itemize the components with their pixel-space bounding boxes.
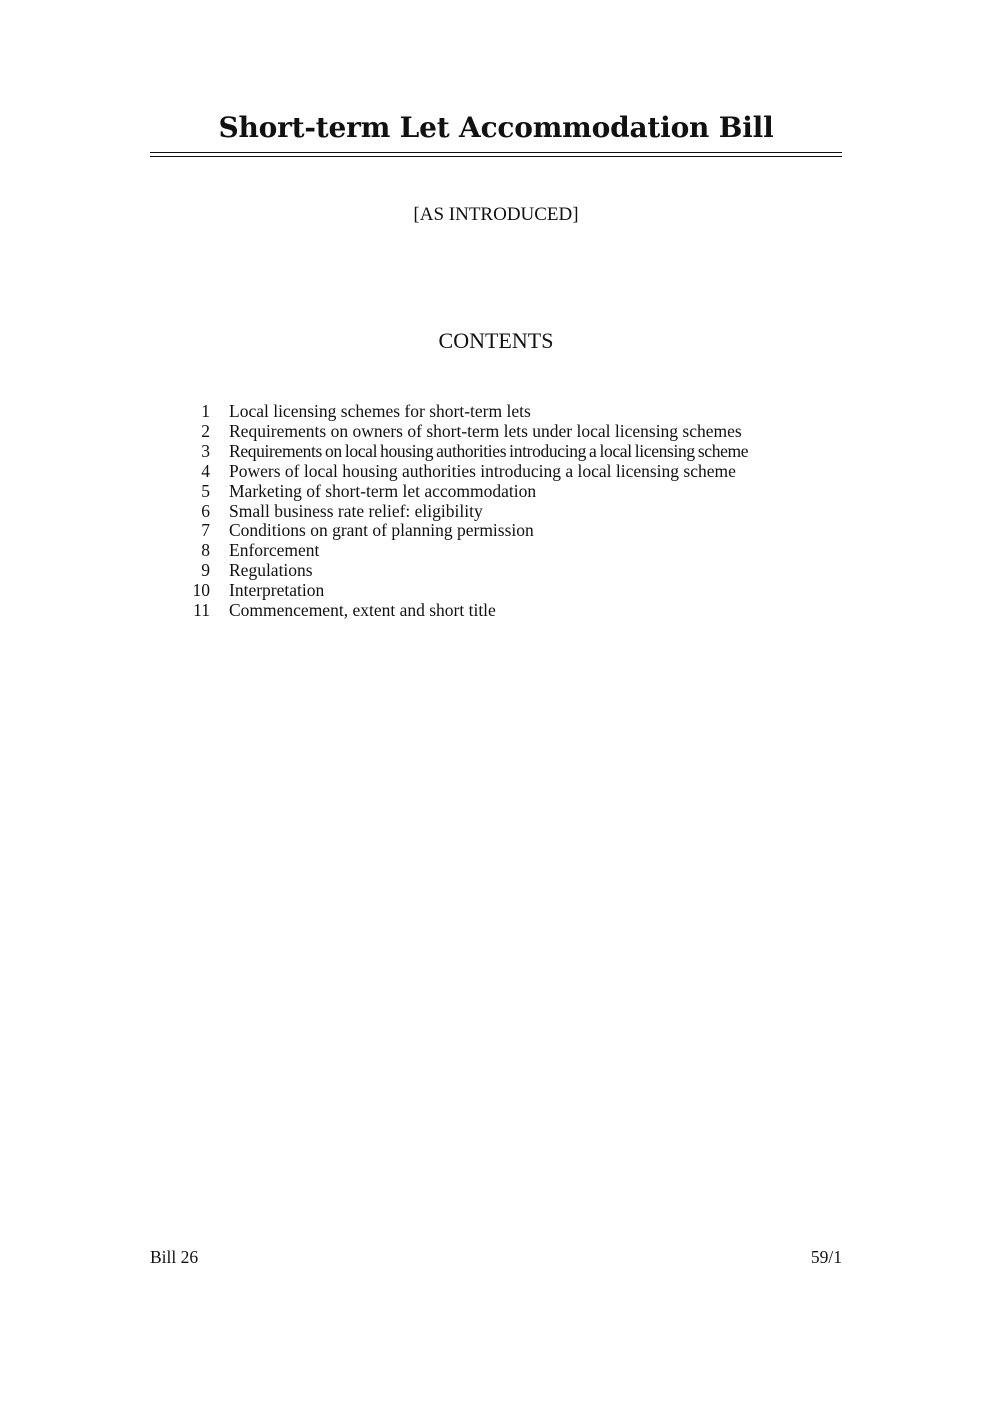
contents-item-label: Requirements on owners of short-term lets under local licensing schemes <box>229 420 742 441</box>
contents-item-label: Conditions on grant of planning permission <box>229 520 534 541</box>
contents-item <box>180 442 850 462</box>
contents-item-label: Regulations <box>229 560 313 581</box>
contents-item <box>180 422 850 442</box>
contents-item-label: Small business rate relief: eligibility <box>229 500 483 521</box>
contents-item <box>180 462 850 482</box>
contents-item-label: Requirements on local housing authorities introducing a local licensing scheme <box>229 440 749 461</box>
bill-number: Bill 26 <box>150 1247 199 1267</box>
contents-item-number: 8 <box>201 540 210 561</box>
bill-status: [AS INTRODUCED] <box>413 204 579 225</box>
contents-item-number: 10 <box>192 580 210 601</box>
contents-item-number: 3 <box>201 440 210 461</box>
contents-item <box>180 601 850 621</box>
bill-title: Short-term Let Accommodation Bill <box>218 111 774 144</box>
contents-list <box>180 402 850 621</box>
contents-item-label: Powers of local housing authorities introducing a local licensing scheme <box>229 460 736 481</box>
contents-item-number: 4 <box>201 460 210 481</box>
contents-item-number: 1 <box>201 401 210 421</box>
contents-item <box>180 502 850 522</box>
print-reference: 59/1 <box>810 1247 842 1267</box>
contents-item <box>180 561 850 581</box>
contents-item-number: 2 <box>201 420 210 441</box>
title-rule-bottom <box>150 156 842 157</box>
contents-item-number: 11 <box>193 600 210 621</box>
contents-item <box>180 581 850 601</box>
contents-item <box>180 541 850 561</box>
contents-item-number: 7 <box>201 520 210 541</box>
contents-item <box>180 402 850 422</box>
contents-item-number: 9 <box>201 560 210 581</box>
contents-heading: CONTENTS <box>438 328 554 353</box>
contents-item-label: Commencement, extent and short title <box>229 600 496 621</box>
contents-item-label: Marketing of short-term let accommodation <box>229 480 537 501</box>
contents-item-label: Local licensing schemes for short-term lets <box>229 401 531 421</box>
title-rule-top <box>150 152 842 153</box>
contents-item-label: Interpretation <box>229 580 325 601</box>
contents-item <box>180 521 850 541</box>
contents-item-number: 6 <box>201 500 210 521</box>
contents-item-number: 5 <box>201 480 210 501</box>
contents-item-label: Enforcement <box>229 540 320 561</box>
contents-item <box>180 482 850 502</box>
